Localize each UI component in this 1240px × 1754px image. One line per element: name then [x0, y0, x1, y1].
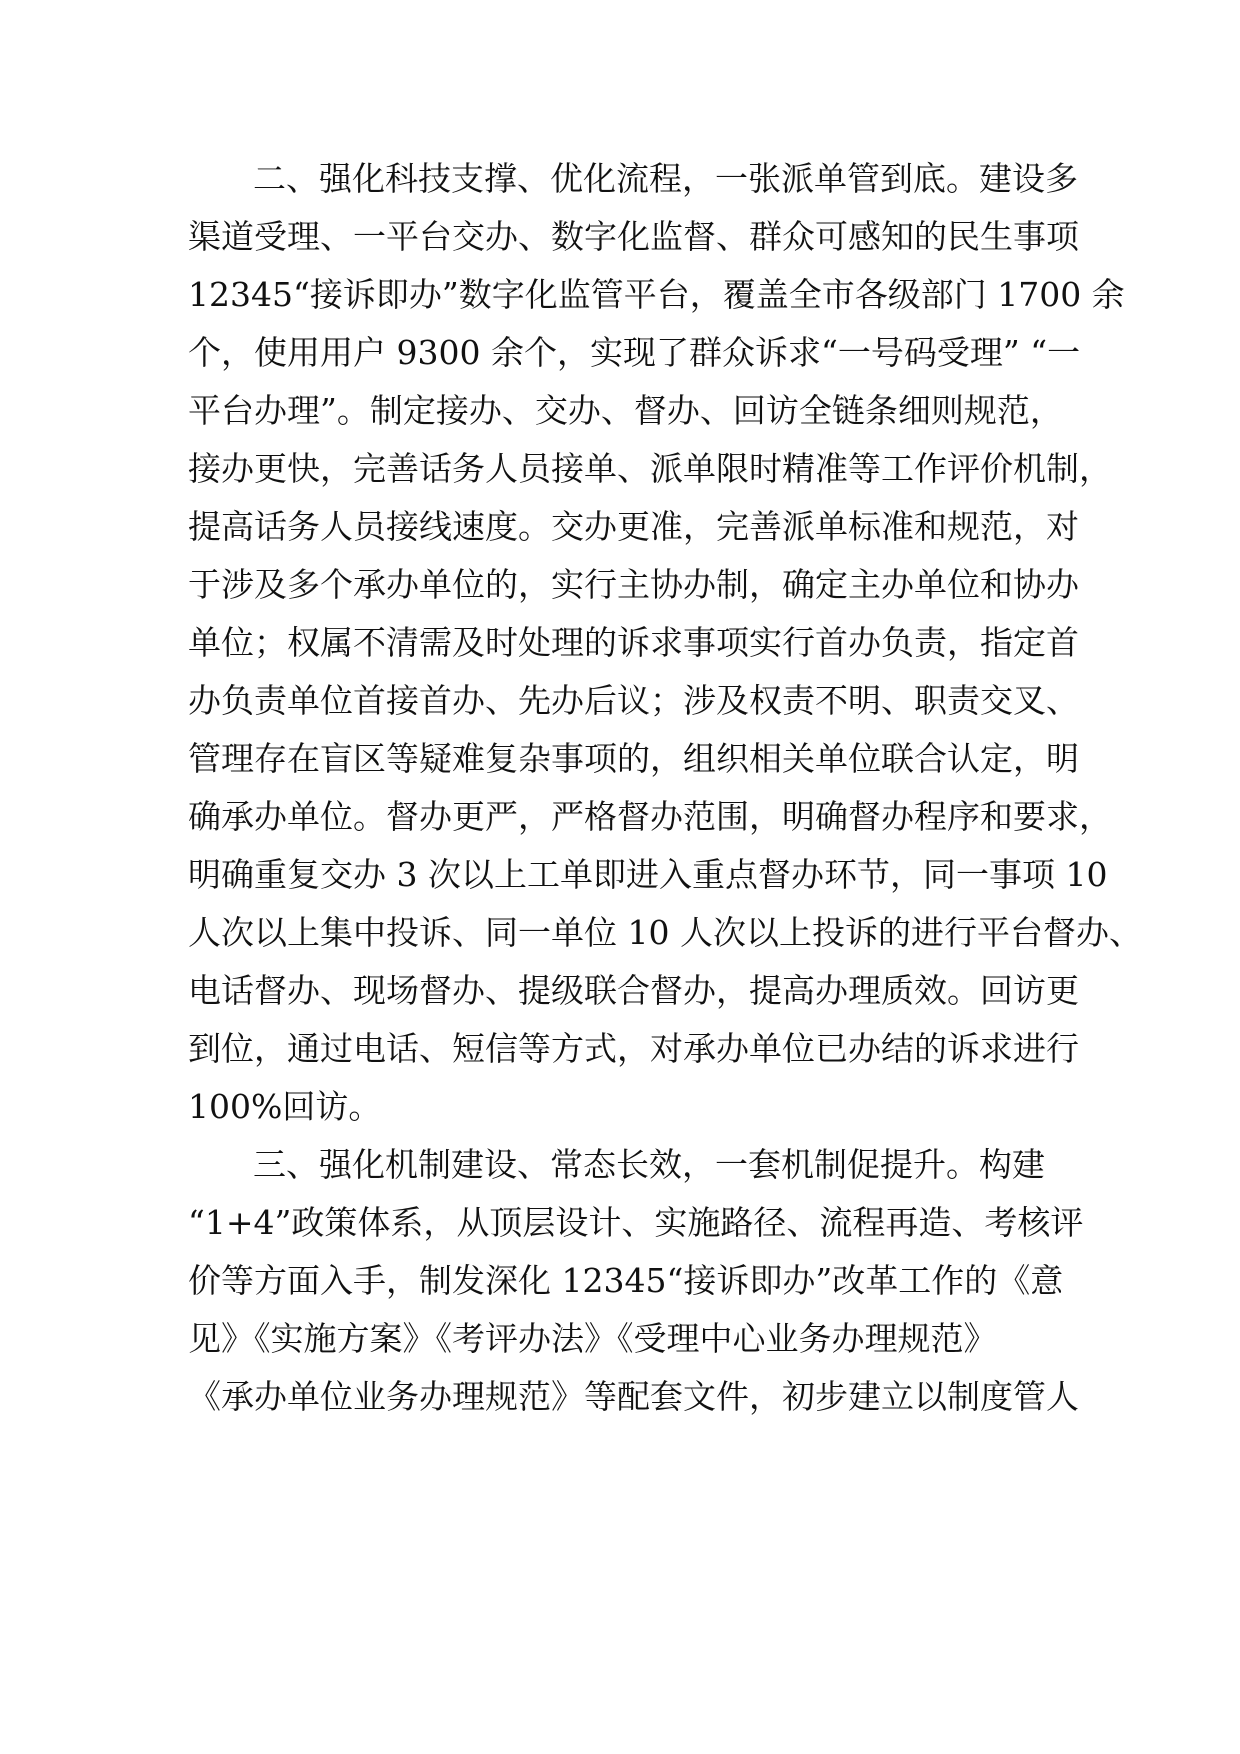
paragraph-3-line-3: 价等方面入手，制发深化 12345“接诉即办”改革工作的《意 [188, 1261, 1064, 1300]
paragraph-2-line-3: 12345“接诉即办”数字化监管平台，覆盖全市各级部门 1700 余 [188, 275, 1125, 314]
paragraph-3-line-2: “1+4”政策体系，从顶层设计、实施路径、流程再造、考核评 [188, 1203, 1084, 1242]
paragraph-2-line-6: 接办更快，完善话务人员接单、派单限时精准等工作评价机制， [188, 449, 1112, 488]
paragraph-2-line-7: 提高话务人员接线速度。交办更准，完善派单标准和规范，对 [188, 507, 1079, 546]
paragraph-2-line-9: 单位；权属不清需及时处理的诉求事项实行首办负责，指定首 [188, 623, 1079, 662]
paragraph-2-line-11: 管理存在盲区等疑难复杂事项的，组织相关单位联合认定，明 [188, 739, 1079, 778]
paragraph-2-line-1: 二、强化科技支撑、优化流程，一张派单管到底。建设多 [253, 159, 1078, 198]
paragraph-3-line-5: 《承办单位业务办理规范》等配套文件，初步建立以制度管人 [188, 1377, 1079, 1416]
paragraph-3-line-4: 见》《实施方案》《考评办法》《受理中心业务办理规范》 [188, 1319, 997, 1358]
paragraph-2-line-16: 到位，通过电话、短信等方式，对承办单位已办结的诉求进行 [188, 1029, 1079, 1068]
paragraph-2-line-5: 平台办理”。制定接办、交办、督办、回访全链条细则规范， [188, 391, 1063, 430]
paragraph-2-line-17: 100%回访。 [188, 1087, 382, 1126]
paragraph-2-line-14: 人次以上集中投诉、同一单位 10 人次以上投诉的进行平台督办、 [188, 913, 1142, 952]
paragraph-2-line-8: 于涉及多个承办单位的，实行主协办制，确定主办单位和协办 [188, 565, 1079, 604]
paragraph-2-line-4: 个，使用用户 9300 余个，实现了群众诉求“一号码受理” “一 [188, 333, 1081, 372]
paragraph-2-line-10: 办负责单位首接首办、先办后议；涉及权责不明、职责交叉、 [188, 681, 1079, 720]
paragraph-2-line-12: 确承办单位。督办更严，严格督办范围，明确督办程序和要求， [188, 797, 1112, 836]
paragraph-2-line-2: 渠道受理、一平台交办、数字化监督、群众可感知的民生事项 [188, 217, 1079, 256]
paragraph-2-line-13: 明确重复交办 3 次以上工单即进入重点督办环节，同一事项 10 [188, 855, 1108, 894]
paragraph-2-line-15: 电话督办、现场督办、提级联合督办，提高办理质效。回访更 [188, 971, 1079, 1010]
paragraph-3-line-1: 三、强化机制建设、常态长效，一套机制促提升。构建 [253, 1145, 1045, 1184]
